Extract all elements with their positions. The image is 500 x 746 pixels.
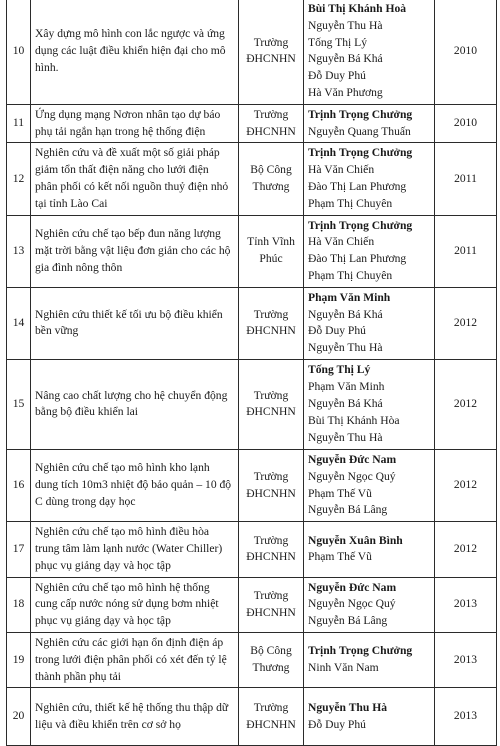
lead-researcher: Trịnh Trọng Chưởng (308, 644, 413, 658)
project-year: 2013 (435, 577, 497, 632)
project-year: 2010 (435, 0, 497, 104)
participants-cell (304, 287, 435, 359)
participant-name: Nguyễn Bá Khá (308, 397, 383, 411)
project-title: Nghiên cứu chế tạo mô hình kho lạnh dung tích 10m3 nhiệt độ bảo quản – 10 độ C dùng trong dạy học (31, 449, 239, 521)
lead-researcher: Nguyễn Xuân Bình (308, 533, 403, 547)
table-row (7, 632, 497, 687)
participant-name: Nguyễn Thu Hà (308, 341, 383, 355)
participants-cell (304, 449, 435, 521)
participants-cell (304, 143, 435, 215)
table-row (7, 577, 497, 632)
lead-researcher: Phạm Văn Minh (308, 290, 391, 304)
project-title: Xây dựng mô hình con lắc ngược và ứng dụng các luật điều khiển hiện đại cho mô hình. (31, 0, 239, 104)
participant-name: Nguyễn Bá Khá (308, 52, 383, 66)
project-title: Nâng cao chất lượng cho hệ chuyển động bằng bộ điều khiển lai (31, 359, 239, 449)
row-number: 13 (7, 215, 31, 287)
project-year: 2013 (435, 688, 497, 746)
row-number: 14 (7, 287, 31, 359)
participant-name: Hà Văn Chiến (308, 163, 375, 177)
table-row (7, 688, 497, 746)
participant-name: Phạm Văn Minh (308, 380, 385, 394)
table-row (7, 0, 497, 104)
project-year: 2012 (435, 359, 497, 449)
project-title: Nghiên cứu các giới hạn ổn định điện áp trong lưới điện phân phối có xét đến tỷ lệ thành phần phụ tải (31, 632, 239, 687)
participant-name: Đỗ Duy Phú (308, 69, 366, 83)
managing-organization: Trường ĐHCNHN (239, 359, 304, 449)
participant-name: Nguyễn Bá Khá (308, 307, 383, 321)
participant-name: Nguyễn Bá Lâng (308, 503, 388, 517)
participant-name: Nguyễn Ngọc Quý (308, 469, 396, 483)
table-row (7, 449, 497, 521)
table-row (7, 522, 497, 577)
table-body (7, 0, 497, 746)
lead-researcher: Bùi Thị Khánh Hoà (308, 2, 407, 15)
participant-name: Hà Văn Phương (308, 85, 383, 99)
participants-cell (304, 688, 435, 746)
row-number: 16 (7, 449, 31, 521)
managing-organization: Trường ĐHCNHN (239, 0, 304, 104)
project-title: Nghiên cứu và đề xuất một số giải pháp giảm tổn thất điện năng cho lưới điện phân phối có kết nối nguồn thuỷ điện nhỏ tại tỉnh Lào Cai (31, 143, 239, 215)
project-year: 2012 (435, 449, 497, 521)
managing-organization: Trường ĐHCNHN (239, 104, 304, 143)
participant-name: Phạm Thị Chuyên (308, 268, 393, 282)
participants-cell (304, 522, 435, 577)
managing-organization: Bộ Công Thương (239, 143, 304, 215)
project-year: 2011 (435, 143, 497, 215)
project-title: Ứng dụng mạng Nơron nhân tạo dự báo phụ tải ngắn hạn trong hệ thống điện (31, 104, 239, 143)
row-number: 10 (7, 0, 31, 104)
participants-cell (304, 632, 435, 687)
project-year: 2011 (435, 215, 497, 287)
participant-name: Đào Thị Lan Phương (308, 252, 407, 266)
participant-name: Phạm Thế Vũ (308, 550, 372, 564)
table-row (7, 359, 497, 449)
participant-name: Đào Thị Lan Phương (308, 179, 407, 193)
managing-organization: Bộ Công Thương (239, 632, 304, 687)
project-title: Nghiên cứu chế tạo bếp đun năng lượng mặt trời bằng vật liệu đơn giản cho các hộ gia đình nông thôn (31, 215, 239, 287)
participants-cell (304, 577, 435, 632)
project-title: Nghiên cứu chế tạo mô hình hệ thống cung cấp nước nóng sử dụng bơm nhiệt phục vụ giảng dạy và học tập (31, 577, 239, 632)
participant-name: Phạm Thế Vũ (308, 486, 372, 500)
managing-organization: Trường ĐHCNHN (239, 287, 304, 359)
lead-researcher: Nguyễn Đức Nam (308, 580, 397, 594)
participant-name: Nguyễn Bá Lâng (308, 614, 388, 628)
lead-researcher: Tống Thị Lý (308, 363, 371, 377)
project-title: Nghiên cứu thiết kế tối ưu bộ điều khiển bền vững (31, 287, 239, 359)
managing-organization: Trường ĐHCNHN (239, 449, 304, 521)
lead-researcher: Trịnh Trọng Chưởng (308, 146, 413, 160)
participants-cell (304, 104, 435, 143)
table-row (7, 215, 497, 287)
table-row (7, 143, 497, 215)
participant-name: Hà Văn Chiến (308, 235, 375, 249)
participant-name: Nguyễn Ngọc Quý (308, 597, 396, 611)
participant-name: Ninh Văn Nam (308, 661, 379, 675)
project-title: Nghiên cứu chế tạo mô hình điều hòa trung tâm làm lạnh nước (Water Chiller) phục vụ giảng dạy và học tập (31, 522, 239, 577)
participants-cell (304, 359, 435, 449)
project-title: Nghiên cứu, thiết kế hệ thống thu thập dữ liệu và điều khiển trên cơ sở họ (31, 688, 239, 746)
participant-name: Bùi Thị Khánh Hòa (308, 413, 400, 427)
row-number: 11 (7, 104, 31, 143)
lead-researcher: Nguyễn Đức Nam (308, 452, 397, 466)
row-number: 12 (7, 143, 31, 215)
table-row (7, 287, 497, 359)
row-number: 15 (7, 359, 31, 449)
participants-cell (304, 0, 435, 104)
participant-name: Tống Thị Lý (308, 35, 368, 49)
project-year: 2012 (435, 522, 497, 577)
managing-organization: Tỉnh Vĩnh Phúc (239, 215, 304, 287)
row-number: 17 (7, 522, 31, 577)
managing-organization: Trường ĐHCNHN (239, 688, 304, 746)
project-year: 2013 (435, 632, 497, 687)
participant-name: Nguyễn Thu Hà (308, 18, 383, 32)
participant-name: Nguyễn Quang Thuấn (308, 124, 411, 138)
row-number: 20 (7, 688, 31, 746)
managing-organization: Trường ĐHCNHN (239, 522, 304, 577)
table-row (7, 104, 497, 143)
project-year: 2010 (435, 104, 497, 143)
participant-name: Đỗ Duy Phú (308, 324, 366, 338)
managing-organization: Trường ĐHCNHN (239, 577, 304, 632)
lead-researcher: Trịnh Trọng Chưởng (308, 107, 413, 121)
row-number: 18 (7, 577, 31, 632)
row-number: 19 (7, 632, 31, 687)
project-year: 2012 (435, 287, 497, 359)
lead-researcher: Trịnh Trọng Chưởng (308, 218, 413, 232)
lead-researcher: Nguyễn Thu Hà (308, 701, 388, 714)
participant-name: Phạm Thị Chuyên (308, 196, 393, 210)
participant-name: Nguyễn Thu Hà (308, 430, 383, 444)
participant-name: Đỗ Duy Phú (308, 717, 366, 731)
participants-cell (304, 215, 435, 287)
research-projects-table (6, 0, 497, 746)
